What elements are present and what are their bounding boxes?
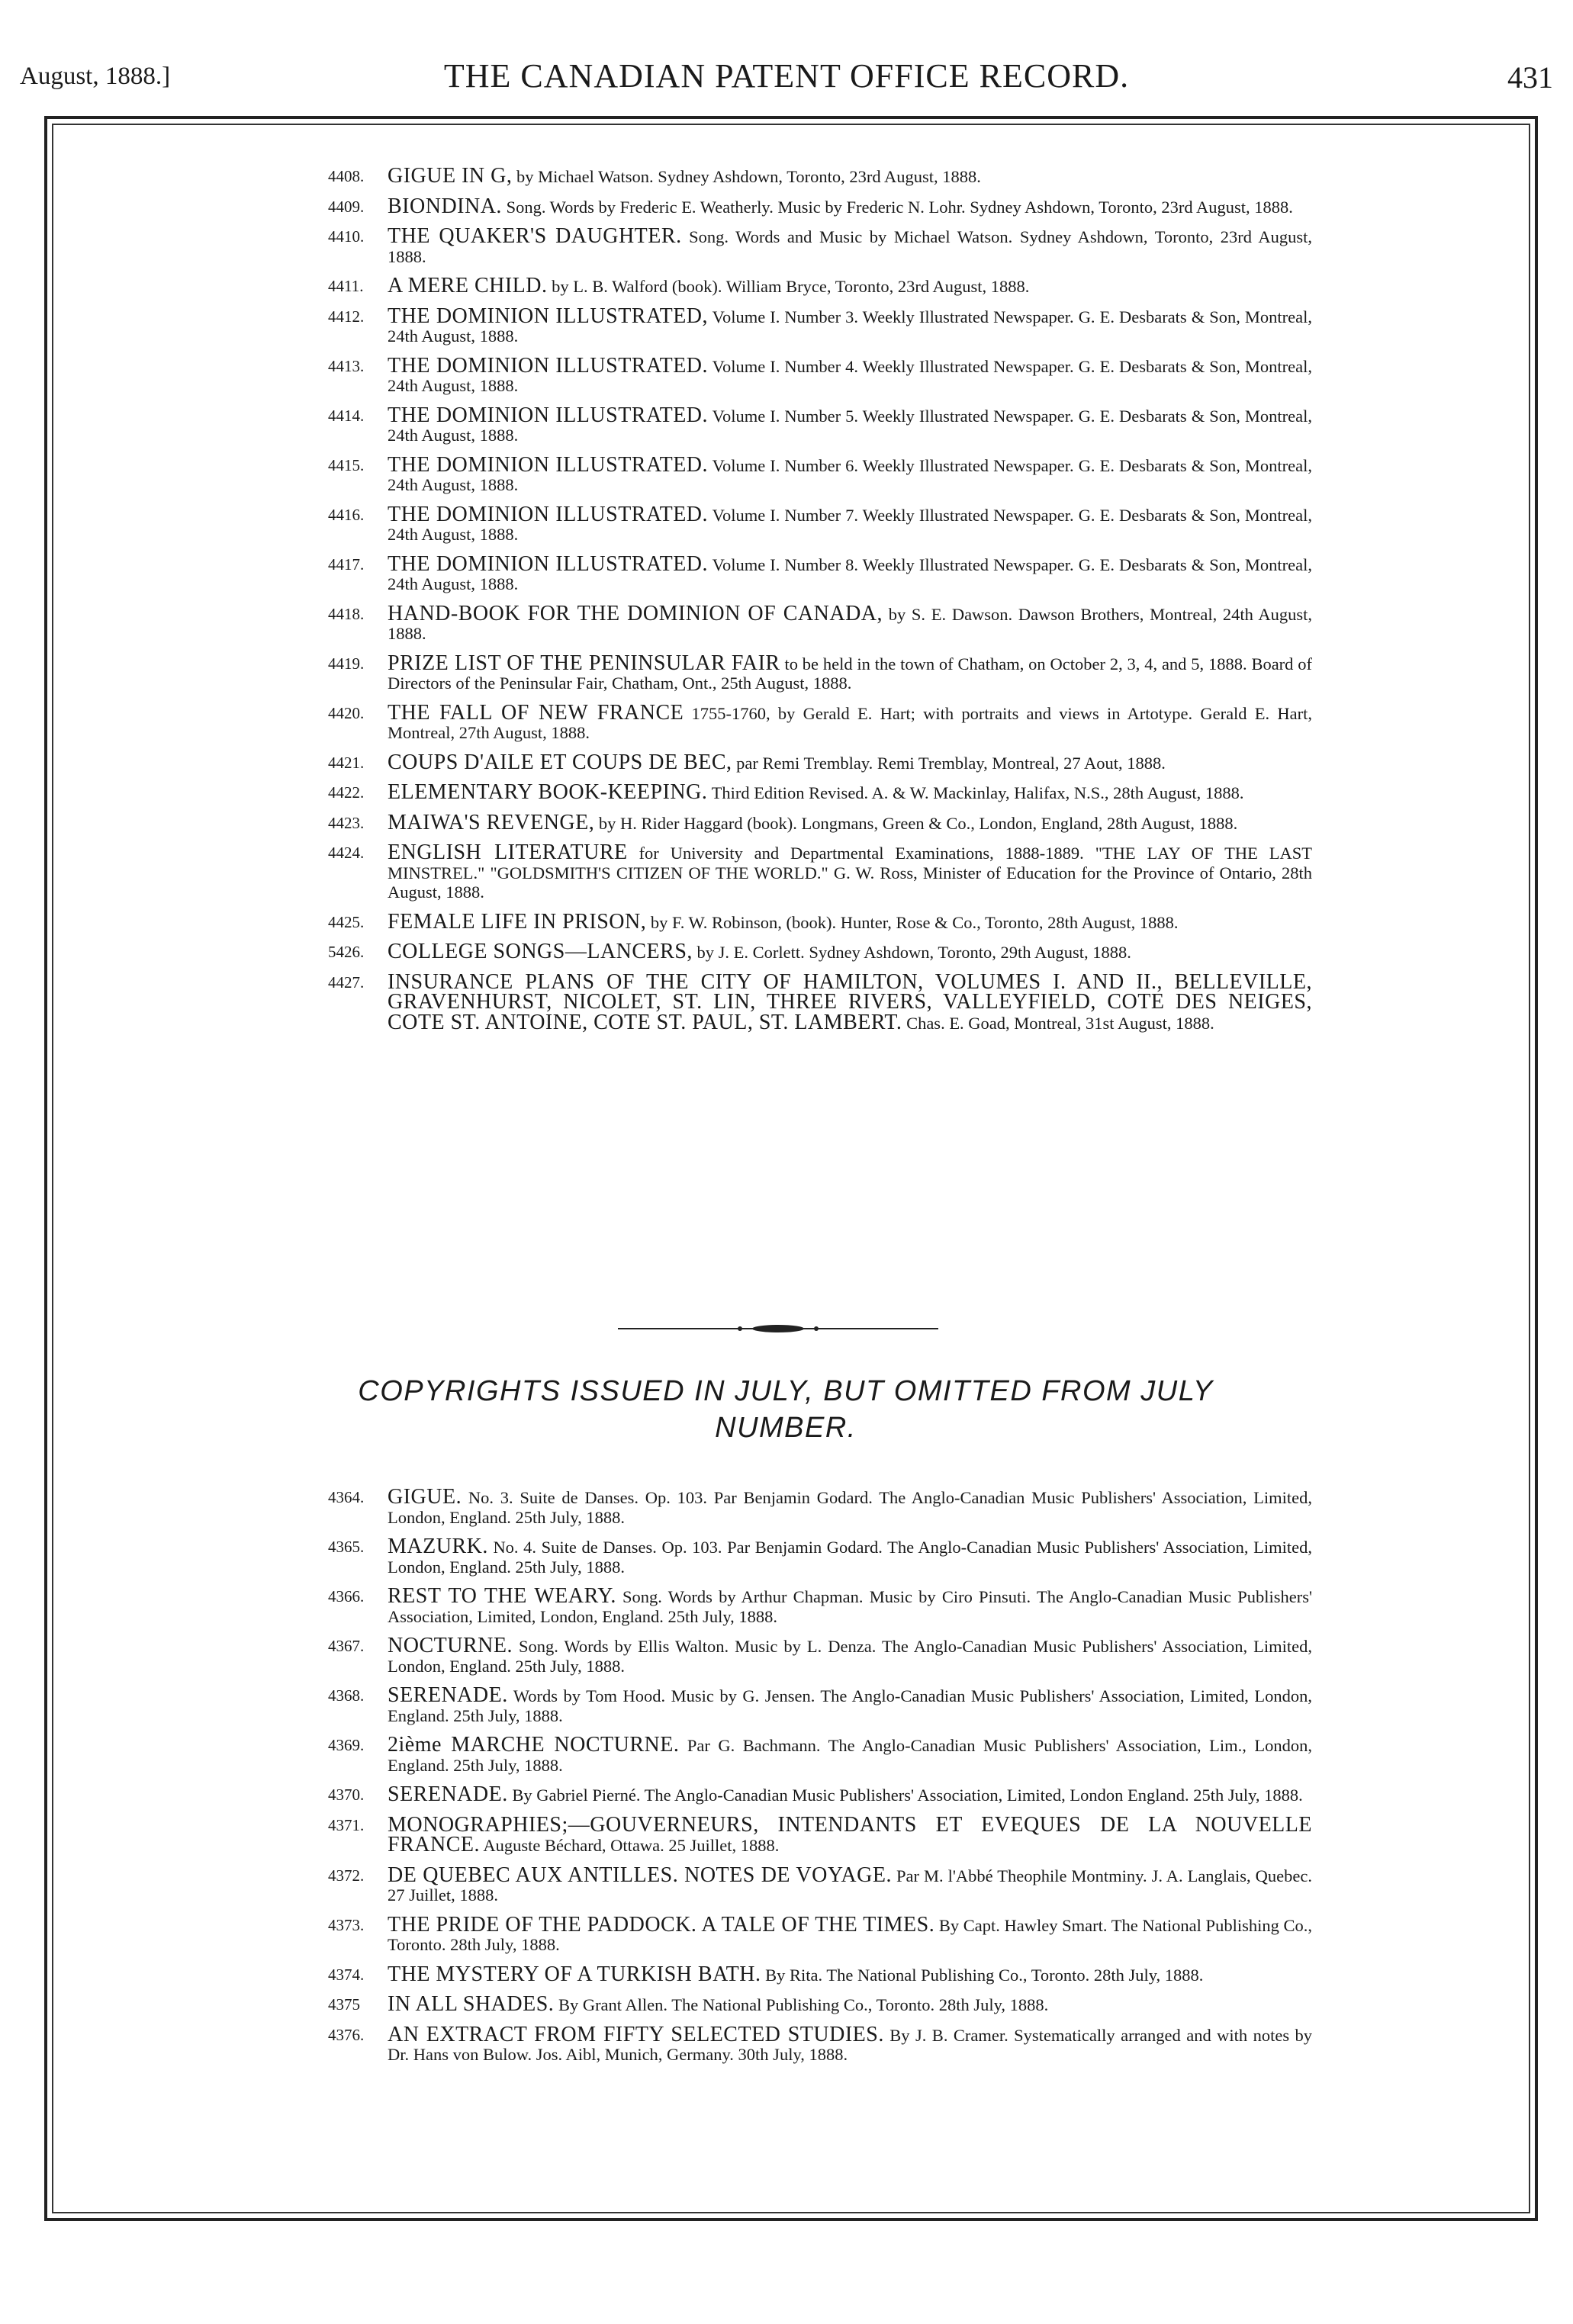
entry-number: 4411. xyxy=(328,277,364,295)
entry-title: A MERE CHILD. xyxy=(388,274,548,297)
entry-description: to be held in the town of Chatham, on October 2, 3, 4, and 5, 1888. Board of Directors of the Peninsular Fair, Chatham, Ont., 25th August, 1888. xyxy=(388,654,1313,693)
entry-number: 4422. xyxy=(328,783,365,802)
entry-text xyxy=(388,1962,1312,1986)
entry-description: No. 4. Suite de Danses. Op. 103. Par Benjamin Godard. The Anglo-Canadian Music Publishers' Association, Limited, London, England. 25th July, 1888. xyxy=(388,1538,1313,1577)
entry-number: 4369. xyxy=(328,1736,365,1754)
running-header xyxy=(0,52,1573,98)
entry-number: 4413. xyxy=(328,356,365,375)
entry-number: 4364. xyxy=(328,1488,365,1506)
entry-description: By Rita. The National Publishing Co., Toronto. 28th July, 1888. xyxy=(765,1965,1204,1985)
entry-text xyxy=(388,651,1313,693)
entry-text xyxy=(388,1912,1312,1955)
entry-title: GIGUE. xyxy=(388,1485,462,1509)
entry-title: THE FALL OF NEW FRANCE xyxy=(388,700,684,725)
entry-description: Chas. E. Goad, Montreal, 31st August, 1888. xyxy=(906,1013,1214,1033)
entry-description: by L. B. Walford (book). William Bryce, Toronto, 23rd August, 1888. xyxy=(552,277,1030,296)
entry-text xyxy=(388,909,1312,934)
copyright-entry xyxy=(328,276,1312,297)
copyright-entry xyxy=(328,194,1312,218)
entry-title: MAZURK. xyxy=(388,1535,488,1558)
entry-number: 4415. xyxy=(328,455,365,474)
entry-number: 4424. xyxy=(328,844,365,862)
entry-text xyxy=(388,304,1312,346)
entry-text xyxy=(388,224,1312,266)
copyright-entry xyxy=(328,810,1312,834)
entry-title: THE QUAKER'S DAUGHTER. xyxy=(388,224,682,248)
entry-number: 4372. xyxy=(328,1866,365,1885)
entry-text xyxy=(388,1863,1312,1905)
copyright-entry xyxy=(328,224,1312,266)
entry-description: By J. B. Cramer. Systematically arranged and with notes by Dr. Hans von Bulow. Jos. Aibl, Munich, Germany. 30th July, 1888. xyxy=(388,2025,1313,2064)
entry-description: Song. Words by Arthur Chapman. Music by Ciro Pinsuti. The Anglo-Canadian Music Publishers' Association, Limited, London, England. 25th July, 1888. xyxy=(388,1587,1313,1626)
entry-text xyxy=(388,1782,1312,1806)
entry-title: HAND-BOOK FOR THE DOMINION OF CANADA, xyxy=(388,601,883,625)
entry-title: DE QUEBEC AUX ANTILLES. NOTES DE VOYAGE. xyxy=(388,1863,892,1887)
entry-text xyxy=(388,1537,1312,1577)
entry-text xyxy=(388,601,1313,644)
entry-title: INSURANCE PLANS OF THE CITY OF HAMILTON, VOLUMES I. AND II., BELLEVILLE, GRAVENHURST, NICOLET, ST. LIN, THREE RIVERS, VALLEYFIELD, COTE DES NEIGES, COTE ST. ANTOINE, COTE ST. PAUL, ST. LAMBERT. xyxy=(388,969,1312,1034)
entry-description: Par M. l'Abbé Theophile Montminy. J. A. Langlais, Quebec. 27 Juillet, 1888. xyxy=(388,1866,1312,1905)
entry-number: 4410. xyxy=(328,227,365,246)
copyright-entry xyxy=(328,2022,1313,2065)
entry-number: 4366. xyxy=(328,1587,365,1606)
entry-number: 4374. xyxy=(328,1965,365,1984)
entry-number: 4368. xyxy=(328,1686,365,1705)
section-title: COPYRIGHTS ISSUED IN JULY, BUT OMITTED FROM JULY NUMBER. xyxy=(358,1375,1214,1444)
entry-title: COUPS D'AILE ET COUPS DE BEC, xyxy=(388,750,732,774)
entry-title: PRIZE LIST OF THE PENINSULAR FAIR xyxy=(388,651,780,675)
entry-title: BIONDINA. xyxy=(388,194,502,218)
entry-description: for University and Departmental Examinations, 1888-1889. "THE LAY OF THE LAST MINSTREL." "GOLDSMITH'S CITIZEN OF THE WORLD." G. W. Ross, Minister of Education for the Province of Ontario, 28th August, 1888. xyxy=(388,844,1313,902)
entry-description: by S. E. Dawson. Dawson Brothers, Montreal, 24th August, 1888. xyxy=(388,604,1313,643)
entry-title: THE DOMINION ILLUSTRATED. xyxy=(388,353,709,378)
entry-number: 4365. xyxy=(328,1538,365,1556)
entry-description: Song. Words by Frederic E. Weatherly. Music by Frederic N. Lohr. Sydney Ashdown, Toronto, 23rd August, 1888. xyxy=(506,197,1293,217)
entry-title: MONOGRAPHIES;—GOUVERNEURS, INTENDANTS ET EVEQUES DE LA NOUVELLE FRANCE. xyxy=(388,1812,1312,1856)
copyright-entry xyxy=(328,353,1312,396)
entry-text xyxy=(388,750,1312,774)
copyright-entry xyxy=(328,403,1312,445)
entry-text xyxy=(388,276,1312,297)
entry-title: REST TO THE WEARY. xyxy=(388,1584,616,1608)
entry-text xyxy=(388,1487,1312,1527)
entry-text xyxy=(388,969,1312,1034)
entry-description: by J. E. Corlett. Sydney Ashdown, Toronto, 29th August, 1888. xyxy=(696,943,1131,962)
entry-number: 4409. xyxy=(328,197,365,216)
journal-title: THE CANADIAN PATENT OFFICE RECORD. xyxy=(443,57,1130,95)
copyright-entry xyxy=(328,780,1312,804)
entry-text xyxy=(388,942,1312,963)
entry-number: 4375 xyxy=(328,1995,360,2014)
entry-text xyxy=(388,1636,1312,1676)
copyright-entry xyxy=(328,909,1312,934)
entry-number: 4417. xyxy=(328,554,365,574)
copyright-entry xyxy=(328,969,1312,1034)
entry-text xyxy=(388,551,1312,594)
entry-description: Volume I. Number 3. Weekly Illustrated Newspaper. G. E. Desbarats & Son, Montreal, 24th August, 1888. xyxy=(388,307,1312,346)
entry-title: ENGLISH LITERATURE xyxy=(388,841,628,864)
entry-title: SERENADE. xyxy=(388,1683,508,1707)
copyright-entry xyxy=(328,651,1313,693)
copyright-entry xyxy=(328,1586,1312,1626)
copyright-list-august xyxy=(328,166,1312,1043)
entry-description: Song. Words by Ellis Walton. Music by L. Denza. The Anglo-Canadian Music Publishers' Association, Limited, London, England. 25th July, 1888. xyxy=(388,1637,1312,1676)
entry-text xyxy=(388,780,1312,804)
entry-description: Words by Tom Hood. Music by G. Jensen. The Anglo-Canadian Music Publishers' Association, Limited, London, England. 25th July, 1888. xyxy=(388,1686,1313,1725)
entry-title: THE DOMINION ILLUSTRATED. xyxy=(388,551,709,576)
entry-description: 1755-1760, by Gerald E. Hart; with portraits and views in Artotype. Gerald E. Hart, Montreal, 27th August, 1888. xyxy=(388,703,1312,742)
entry-description: by F. W. Robinson, (book). Hunter, Rose & Co., Toronto, 28th August, 1888. xyxy=(650,912,1179,932)
copyright-entry xyxy=(328,601,1313,644)
copyright-entry xyxy=(328,1782,1312,1806)
entry-text xyxy=(388,2022,1313,2065)
entry-number: 4367. xyxy=(328,1637,365,1655)
entry-title: GIGUE IN G, xyxy=(388,164,513,188)
header-date: August, 1888.] xyxy=(20,63,171,90)
copyright-entry xyxy=(328,1537,1312,1577)
entry-description: by H. Rider Haggard (book). Longmans, Green & Co., London, England, 28th August, 1888. xyxy=(598,813,1238,833)
copyright-entry xyxy=(328,700,1312,743)
entry-description: Volume I. Number 8. Weekly Illustrated Newspaper. G. E. Desbarats & Son, Montreal, 24th August, 1888. xyxy=(388,554,1312,593)
entry-text xyxy=(388,166,1312,187)
entry-title: ELEMENTARY BOOK-KEEPING. xyxy=(388,780,708,804)
entry-title: THE DOMINION ILLUSTRATED. xyxy=(388,452,709,477)
copyright-entry xyxy=(328,502,1312,545)
entry-number: 4420. xyxy=(328,703,365,722)
entry-text xyxy=(388,194,1312,218)
copyright-entry xyxy=(328,750,1312,774)
entry-text xyxy=(388,353,1312,396)
entry-text xyxy=(388,1735,1312,1775)
copyright-entry xyxy=(328,1962,1312,1986)
entry-description: Volume I. Number 7. Weekly Illustrated Newspaper. G. E. Desbarats & Son, Montreal, 24th August, 1888. xyxy=(388,505,1312,544)
entry-description: Volume I. Number 5. Weekly Illustrated Newspaper. G. E. Desbarats & Son, Montreal, 24th August, 1888. xyxy=(388,406,1312,445)
entry-title: THE MYSTERY OF A TURKISH BATH. xyxy=(388,1962,761,1986)
entry-text xyxy=(388,1586,1312,1626)
copyright-entry xyxy=(328,1812,1312,1856)
entry-number: 5426. xyxy=(328,943,365,961)
entry-title: AN EXTRACT FROM FIFTY SELECTED STUDIES. xyxy=(388,2022,884,2046)
copyright-entry xyxy=(328,452,1312,495)
copyright-entry xyxy=(328,1735,1312,1775)
entry-number: 4376. xyxy=(328,2025,365,2044)
copyright-entry xyxy=(328,843,1312,902)
entry-description: By Capt. Hawley Smart. The National Publishing Co., Toronto. 28th July, 1888. xyxy=(388,1915,1312,1954)
copyright-entry xyxy=(328,1863,1312,1905)
entry-title: THE DOMINION ILLUSTRATED. xyxy=(388,502,709,526)
copyright-entry xyxy=(328,1683,1313,1725)
copyright-list-july-omitted xyxy=(328,1487,1312,2075)
copyright-entry xyxy=(328,551,1312,594)
entry-title: THE PRIDE OF THE PADDOCK. A TALE OF THE TIMES. xyxy=(388,1912,935,1937)
copyright-entry xyxy=(328,1912,1312,1955)
copyright-entry xyxy=(328,1992,1312,2016)
entry-title: 2ième MARCHE NOCTURNE. xyxy=(388,1733,680,1757)
entry-description: Volume I. Number 6. Weekly Illustrated Newspaper. G. E. Desbarats & Son, Montreal, 24th August, 1888. xyxy=(388,455,1312,494)
entry-number: 4408. xyxy=(328,167,365,185)
entry-text xyxy=(388,810,1312,834)
entry-description: Par G. Bachmann. The Anglo-Canadian Music Publishers' Association, Lim., London, England. 25th July, 1888. xyxy=(388,1736,1312,1775)
section-divider-ornament xyxy=(618,1323,938,1335)
entry-description: by Michael Watson. Sydney Ashdown, Toronto, 23rd August, 1888. xyxy=(516,167,981,186)
entry-text xyxy=(388,452,1312,495)
entry-title: IN ALL SHADES. xyxy=(388,1992,555,2016)
entry-text xyxy=(388,700,1312,743)
entry-number: 4427. xyxy=(328,972,365,992)
entry-title: MAIWA'S REVENGE, xyxy=(388,810,595,834)
entry-text xyxy=(388,502,1312,545)
entry-description: Song. Words and Music by Michael Watson. Sydney Ashdown, Toronto, 23rd August, 1888. xyxy=(388,227,1312,266)
entry-description: By Gabriel Pierné. The Anglo-Canadian Music Publishers' Association, Limited, London England. 25th July, 1888. xyxy=(512,1786,1303,1805)
entry-number: 4416. xyxy=(328,505,365,524)
entry-title: THE DOMINION ILLUSTRATED, xyxy=(388,304,709,328)
entry-number: 4425. xyxy=(328,912,365,931)
entry-text xyxy=(388,843,1312,902)
entry-number: 4423. xyxy=(328,813,365,832)
copyright-entry xyxy=(328,942,1312,963)
copyright-entry xyxy=(328,166,1312,187)
entry-title: THE DOMINION ILLUSTRATED. xyxy=(388,403,709,427)
entry-title: FEMALE LIFE IN PRISON, xyxy=(388,909,647,934)
copyright-entry xyxy=(328,304,1312,346)
copyright-entry xyxy=(328,1636,1312,1676)
entry-number: 4373. xyxy=(328,1915,365,1934)
entry-description: Auguste Béchard, Ottawa. 25 Juillet, 1888. xyxy=(483,1836,780,1855)
entry-number: 4412. xyxy=(328,307,365,326)
entry-text xyxy=(388,1683,1313,1725)
entry-title: SERENADE. xyxy=(388,1782,508,1806)
entry-text xyxy=(388,1812,1312,1856)
entry-title: COLLEGE SONGS—LANCERS, xyxy=(388,940,693,963)
entry-number: 4371. xyxy=(328,1815,365,1834)
entry-title: NOCTURNE. xyxy=(388,1634,513,1657)
page-number: 431 xyxy=(1507,60,1553,95)
copyright-entry xyxy=(328,1487,1312,1527)
entry-number: 4419. xyxy=(328,654,365,673)
entry-description: par Remi Tremblay. Remi Tremblay, Montreal, 27 Aout, 1888. xyxy=(736,753,1166,773)
entry-number: 4370. xyxy=(328,1786,365,1804)
entry-number: 4414. xyxy=(328,406,365,425)
entry-description: Volume I. Number 4. Weekly Illustrated Newspaper. G. E. Desbarats & Son, Montreal, 24th August, 1888. xyxy=(388,356,1312,395)
entry-number: 4418. xyxy=(328,604,365,623)
entry-text xyxy=(388,403,1312,445)
entry-number: 4421. xyxy=(328,753,365,772)
entry-description: By Grant Allen. The National Publishing Co., Toronto. 28th July, 1888. xyxy=(558,1995,1049,2014)
entry-description: No. 3. Suite de Danses. Op. 103. Par Benjamin Godard. The Anglo-Canadian Music Publishers' Association, Limited, London, England. 25th July, 1888. xyxy=(388,1488,1313,1527)
entry-description: Third Edition Revised. A. & W. Mackinlay, Halifax, N.S., 28th August, 1888. xyxy=(711,783,1244,802)
entry-text xyxy=(388,1992,1312,2016)
